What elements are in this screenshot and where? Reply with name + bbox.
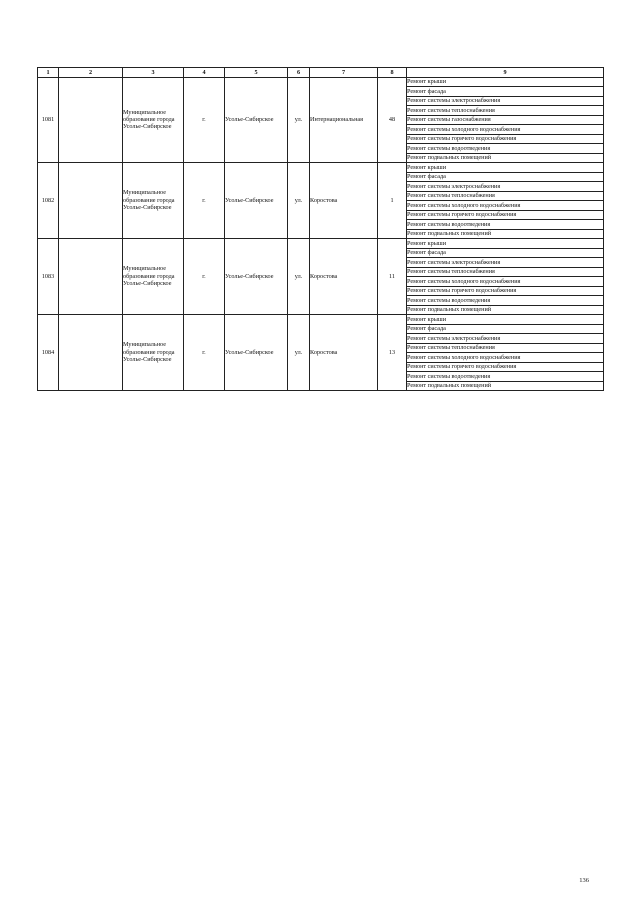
row-city: Усолье-Сибирское <box>225 163 288 239</box>
row-house-number: 48 <box>378 77 407 163</box>
work-type-item: Ремонт системы электроснабжения <box>407 182 604 192</box>
repair-registry-table <box>37 67 604 391</box>
row-street: Коростова <box>310 315 378 391</box>
work-type-item: Ремонт системы водоотведения <box>407 220 604 230</box>
header-cell-5: 5 <box>225 68 288 78</box>
row-column-2 <box>59 239 123 315</box>
row-number: 1083 <box>38 239 59 315</box>
row-municipality: Муниципальное образование города Усолье-Сибирское <box>123 163 184 239</box>
row-city: Усолье-Сибирское <box>225 77 288 163</box>
row-street-type: ул. <box>288 77 310 163</box>
work-type-item: Ремонт системы горячего водоснабжения <box>407 286 604 296</box>
row-settlement-type: г. <box>184 77 225 163</box>
row-street: Интернациональная <box>310 77 378 163</box>
work-type-item: Ремонт крыши <box>407 77 604 87</box>
work-type-item: Ремонт системы холодного водоснабжения <box>407 353 604 363</box>
work-type-item: Ремонт системы водоотведения <box>407 144 604 154</box>
table-body <box>38 77 604 391</box>
work-type-item: Ремонт системы горячего водоснабжения <box>407 362 604 372</box>
row-street: Коростова <box>310 163 378 239</box>
work-type-item: Ремонт подвальных помещений <box>407 305 604 315</box>
row-house-number: 11 <box>378 239 407 315</box>
row-house-number: 1 <box>378 163 407 239</box>
page-number: 136 <box>579 877 589 884</box>
row-column-2 <box>59 315 123 391</box>
row-street-type: ул. <box>288 239 310 315</box>
header-cell-1: 1 <box>38 68 59 78</box>
row-settlement-type: г. <box>184 163 225 239</box>
table-row <box>38 239 604 249</box>
work-type-item: Ремонт системы электроснабжения <box>407 334 604 344</box>
table-row <box>38 77 604 87</box>
work-type-item: Ремонт системы горячего водоснабжения <box>407 134 604 144</box>
work-type-item: Ремонт фасада <box>407 87 604 97</box>
work-type-item: Ремонт системы водоотведения <box>407 296 604 306</box>
row-number: 1081 <box>38 77 59 163</box>
work-type-item: Ремонт системы теплоснабжения <box>407 191 604 201</box>
work-type-item: Ремонт фасада <box>407 248 604 258</box>
work-type-item: Ремонт системы горячего водоснабжения <box>407 210 604 220</box>
row-city: Усолье-Сибирское <box>225 239 288 315</box>
header-cell-2: 2 <box>59 68 123 78</box>
work-type-item: Ремонт системы электроснабжения <box>407 96 604 106</box>
header-cell-9: 9 <box>407 68 604 78</box>
work-type-item: Ремонт системы теплоснабжения <box>407 267 604 277</box>
work-type-item: Ремонт системы электроснабжения <box>407 258 604 268</box>
row-settlement-type: г. <box>184 315 225 391</box>
header-cell-8: 8 <box>378 68 407 78</box>
row-number: 1082 <box>38 163 59 239</box>
row-municipality: Муниципальное образование города Усолье-Сибирское <box>123 315 184 391</box>
work-type-item: Ремонт системы теплоснабжения <box>407 106 604 116</box>
work-type-item: Ремонт подвальных помещений <box>407 381 604 391</box>
work-type-item: Ремонт подвальных помещений <box>407 229 604 239</box>
header-cell-4: 4 <box>184 68 225 78</box>
work-type-item: Ремонт подвальных помещений <box>407 153 604 163</box>
row-street: Коростова <box>310 239 378 315</box>
row-house-number: 13 <box>378 315 407 391</box>
work-type-item: Ремонт крыши <box>407 315 604 325</box>
row-column-2 <box>59 77 123 163</box>
work-type-item: Ремонт фасада <box>407 172 604 182</box>
row-street-type: ул. <box>288 163 310 239</box>
work-type-item: Ремонт системы газоснабжения <box>407 115 604 125</box>
row-city: Усолье-Сибирское <box>225 315 288 391</box>
header-cell-3: 3 <box>123 68 184 78</box>
work-type-item: Ремонт фасада <box>407 324 604 334</box>
table-row <box>38 315 604 325</box>
row-settlement-type: г. <box>184 239 225 315</box>
row-municipality: Муниципальное образование города Усолье-Сибирское <box>123 239 184 315</box>
work-type-item: Ремонт крыши <box>407 239 604 249</box>
header-cell-7: 7 <box>310 68 378 78</box>
row-municipality: Муниципальное образование города Усолье-Сибирское <box>123 77 184 163</box>
work-type-item: Ремонт системы холодного водоснабжения <box>407 277 604 287</box>
row-street-type: ул. <box>288 315 310 391</box>
work-type-item: Ремонт системы холодного водоснабжения <box>407 125 604 135</box>
work-type-item: Ремонт системы теплоснабжения <box>407 343 604 353</box>
header-row <box>38 68 604 78</box>
work-type-item: Ремонт системы холодного водоснабжения <box>407 201 604 211</box>
work-type-item: Ремонт крыши <box>407 163 604 173</box>
header-cell-6: 6 <box>288 68 310 78</box>
row-number: 1084 <box>38 315 59 391</box>
table-row <box>38 163 604 173</box>
document-sheet <box>37 67 603 391</box>
work-type-item: Ремонт системы водоотведения <box>407 372 604 382</box>
row-column-2 <box>59 163 123 239</box>
